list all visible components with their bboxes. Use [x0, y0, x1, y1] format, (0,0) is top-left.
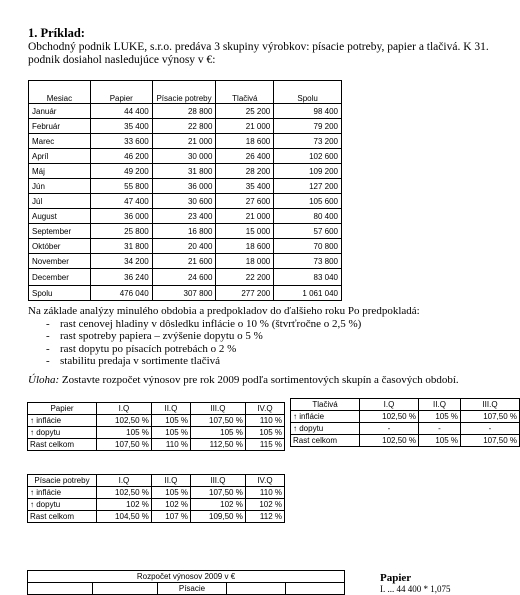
table-row	[29, 194, 342, 209]
exercise-title: 1. Príklad:	[28, 26, 85, 40]
table-row	[29, 104, 342, 119]
col-header-month: Mesiac	[29, 81, 91, 104]
bullet-text: stabilitu predaja v sortimente tlačivá	[60, 355, 221, 367]
table-cell: 107,50 %	[190, 415, 245, 427]
side-heading: Papier	[380, 572, 412, 584]
row-label: Jún	[29, 179, 91, 194]
table-cell: 44 400	[90, 104, 152, 119]
table-cell: 21 000	[152, 134, 216, 149]
bullet-item: - stabilitu predaja v sortimente tlačivá	[46, 355, 221, 367]
table-cell: 18 600	[216, 239, 274, 254]
table-cell: 79 200	[274, 119, 342, 134]
table-cell: 23 400	[152, 209, 216, 224]
row-label: Júl	[29, 194, 91, 209]
table-row	[29, 286, 342, 301]
table-cell: 107,50 %	[97, 439, 152, 451]
table-row	[29, 119, 342, 134]
col-header-papier: Papier	[90, 81, 152, 104]
table-row	[29, 149, 342, 164]
row-label: August	[29, 209, 91, 224]
table-row	[29, 179, 342, 194]
table-cell: 105 %	[97, 427, 152, 439]
table-cell: 102 %	[97, 499, 152, 511]
tlaciva-growth-table	[290, 398, 520, 447]
row-label: Marec	[29, 134, 91, 149]
row-label: November	[29, 254, 91, 269]
table-row	[29, 209, 342, 224]
table-row	[29, 239, 342, 254]
table-cell: 105 %	[151, 415, 190, 427]
table-cell: 109 200	[274, 164, 342, 179]
table-cell: 28 800	[152, 104, 216, 119]
table-cell: 49 200	[90, 164, 152, 179]
table-cell: 36 000	[90, 209, 152, 224]
table-row	[28, 499, 285, 511]
col-header: III.Q	[190, 475, 245, 487]
header-row	[28, 475, 285, 487]
col-header: I.Q	[360, 399, 419, 411]
table-cell: 46 200	[90, 149, 152, 164]
table-cell: 24 600	[152, 269, 216, 286]
table-row	[291, 411, 520, 423]
table-cell: 55 800	[90, 179, 152, 194]
table-row	[29, 269, 342, 286]
col-header: Papier	[28, 403, 97, 415]
row-label: Máj	[29, 164, 91, 179]
table-cell: 115 %	[245, 439, 284, 451]
pisacie-growth-table	[27, 474, 285, 523]
col-header: II.Q	[151, 403, 190, 415]
table-cell: 102,50 %	[97, 415, 152, 427]
table-cell: 31 800	[152, 164, 216, 179]
table-cell: 25 200	[216, 104, 274, 119]
table-cell: 18 000	[216, 254, 274, 269]
table-row	[29, 134, 342, 149]
budget-table	[27, 570, 345, 595]
table-row	[28, 415, 285, 427]
col-header: III.Q	[461, 399, 520, 411]
table-cell: 102 %	[245, 499, 284, 511]
table-row	[29, 164, 342, 179]
row-label: Február	[29, 119, 91, 134]
table-cell: 21 600	[152, 254, 216, 269]
table-cell: 105 %	[151, 427, 190, 439]
table-cell: 1 061 040	[274, 286, 342, 301]
table-cell: 47 400	[90, 194, 152, 209]
col-header: III.Q	[190, 403, 245, 415]
row-label: Október	[29, 239, 91, 254]
table-cell: 33 600	[90, 134, 152, 149]
bullet-item: - rast spotreby papiera – zvýšenie dopytu o 5 %	[46, 330, 263, 342]
table-cell: 26 400	[216, 149, 274, 164]
analysis-section	[28, 305, 498, 368]
row-label: ↑ dopytu	[28, 427, 97, 439]
table-cell: 107,50 %	[461, 435, 520, 447]
row-label: Spolu	[29, 286, 91, 301]
task-line	[28, 374, 500, 386]
table-cell: -	[418, 423, 460, 435]
bullet-item: - rast dopytu po písacích potrebách o 2 %	[46, 342, 237, 355]
table-row	[29, 254, 342, 269]
table-cell: 105 %	[190, 427, 245, 439]
col-header: II.Q	[151, 475, 190, 487]
table-cell: 25 800	[90, 224, 152, 239]
row-label: ↑ dopytu	[291, 423, 360, 435]
row-label: Rast celkom	[28, 511, 97, 523]
table-cell: 73 200	[274, 134, 342, 149]
bullet-text: rast spotreby papiera – zvýšenie dopytu o 5 %	[60, 330, 263, 342]
col-header: II.Q	[418, 399, 460, 411]
table-cell: 109,50 %	[190, 511, 245, 523]
table-cell: 80 400	[274, 209, 342, 224]
row-label: Rast celkom	[28, 439, 97, 451]
table-cell: 57 600	[274, 224, 342, 239]
table-cell: 102 600	[274, 149, 342, 164]
intro-line-1: Obchodný podnik LUKE, s.r.o. predáva 3 skupiny výrobkov: písacie potreby, papier a tlačivá. K 31.	[28, 41, 489, 53]
table-cell: 127 200	[274, 179, 342, 194]
row-label: ↑ dopytu	[28, 499, 97, 511]
table-cell: 22 800	[152, 119, 216, 134]
table-cell: 105 %	[418, 435, 460, 447]
table-cell: 30 600	[152, 194, 216, 209]
row-label: Apríl	[29, 149, 91, 164]
row-label: December	[29, 269, 91, 286]
table-cell: 73 800	[274, 254, 342, 269]
table-cell: -	[461, 423, 520, 435]
bullet-item: - rast cenovej hladiny v dôsledku inflácie o 10 % (štvrťročne o 2,5 %)	[46, 317, 362, 330]
table-cell: 22 200	[216, 269, 274, 286]
col-header-tlaciva: Tlačivá	[216, 81, 274, 104]
row-label: ↑ inflácie	[28, 487, 97, 499]
header-row	[28, 403, 285, 415]
table-cell: 20 400	[152, 239, 216, 254]
col-header: I.Q	[97, 475, 152, 487]
col-header-pisacie: Písacie potreby	[152, 81, 216, 104]
papier-growth-table	[27, 402, 285, 451]
table-cell: 102,50 %	[97, 487, 152, 499]
table-cell: 36 240	[90, 269, 152, 286]
table-cell: 112 %	[245, 511, 284, 523]
row-label: September	[29, 224, 91, 239]
table-cell: 105 600	[274, 194, 342, 209]
side-text: I. ... 44 400 * 1,075	[380, 584, 451, 594]
table-cell: 102,50 %	[360, 411, 419, 423]
sales-table	[28, 80, 342, 301]
col-header: IV.Q	[245, 403, 284, 415]
row-label: ↑ inflácie	[28, 415, 97, 427]
table-cell: 476 040	[90, 286, 152, 301]
table-cell: 30 000	[152, 149, 216, 164]
table-cell: 110 %	[245, 415, 284, 427]
intro-text	[28, 41, 498, 66]
table-cell: 27 600	[216, 194, 274, 209]
table-row	[28, 487, 285, 499]
table-cell: 105 %	[418, 411, 460, 423]
bullet-text: rast dopytu po písacích potrebách o 2 %	[60, 342, 237, 355]
table-row	[28, 511, 285, 523]
table-cell: 307 800	[152, 286, 216, 301]
intro-line-2: podnik dosiahol nasledujúce výnosy v €:	[28, 53, 216, 66]
bullet-text: rast cenovej hladiny v dôsledku inflácie o 10 % (štvrťročne o 2,5 %)	[60, 317, 362, 330]
budget-col-pisacie: Písacie	[158, 583, 227, 595]
table-cell: 35 400	[216, 179, 274, 194]
table-cell: 107,50 %	[190, 487, 245, 499]
col-header: Tlačivá	[291, 399, 360, 411]
table-cell: -	[360, 423, 419, 435]
table-cell: 15 000	[216, 224, 274, 239]
row-label: ↑ inflácie	[291, 411, 360, 423]
table-row	[28, 439, 285, 451]
table-cell: 34 200	[90, 254, 152, 269]
row-label: Január	[29, 104, 91, 119]
table-cell: 36 000	[152, 179, 216, 194]
header-row	[291, 399, 520, 411]
table-row	[28, 427, 285, 439]
table-cell: 83 040	[274, 269, 342, 286]
table-cell: 28 200	[216, 164, 274, 179]
table-cell: 16 800	[152, 224, 216, 239]
table-cell: 18 600	[216, 134, 274, 149]
task-label: Úloha:	[28, 374, 60, 386]
table-cell: 21 000	[216, 119, 274, 134]
table-cell: 31 800	[90, 239, 152, 254]
col-header-spolu: Spolu	[274, 81, 342, 104]
table-row	[291, 435, 520, 447]
table-cell: 102 %	[190, 499, 245, 511]
table-cell: 104,50 %	[97, 511, 152, 523]
row-label: Rast celkom	[291, 435, 360, 447]
table-cell: 70 800	[274, 239, 342, 254]
table-row	[291, 423, 520, 435]
table-cell: 35 400	[90, 119, 152, 134]
table-cell: 105 %	[151, 487, 190, 499]
table-cell: 107 %	[151, 511, 190, 523]
col-header: I.Q	[97, 403, 152, 415]
table-cell: 112,50 %	[190, 439, 245, 451]
table-cell: 98 400	[274, 104, 342, 119]
table-row	[29, 224, 342, 239]
analysis-intro: Na základe analýzy minulého obdobia a predpokladov do ďalšieho roku Po predpokladá:	[28, 305, 420, 317]
col-header: Písacie potreby	[28, 475, 97, 487]
table-cell: 110 %	[151, 439, 190, 451]
table-cell: 102,50 %	[360, 435, 419, 447]
budget-table-title: Rozpočet výnosov 2009 v €	[28, 571, 345, 583]
table-cell: 277 200	[216, 286, 274, 301]
col-header: IV.Q	[245, 475, 284, 487]
table-cell: 105 %	[245, 427, 284, 439]
table-cell: 107,50 %	[461, 411, 520, 423]
table-cell: 110 %	[245, 487, 284, 499]
table-cell: 21 000	[216, 209, 274, 224]
task-text: Zostavte rozpočet výnosov pre rok 2009 podľa sortimentových skupín a časových období.	[59, 374, 459, 386]
table-cell: 102 %	[151, 499, 190, 511]
